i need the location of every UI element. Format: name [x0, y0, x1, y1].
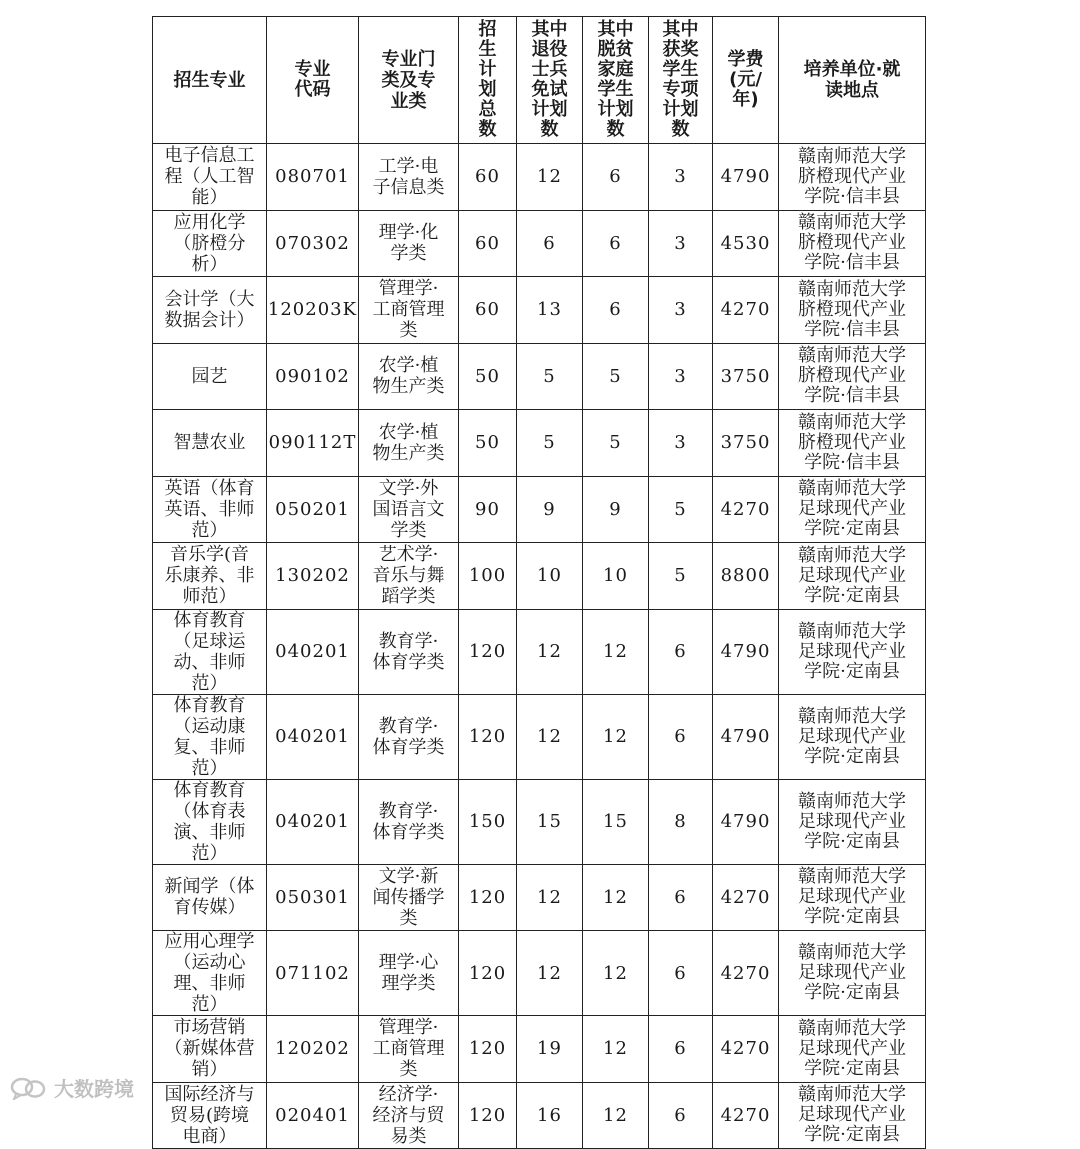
cell-unit — [779, 931, 926, 1016]
cell-code — [267, 410, 359, 477]
cell-unit — [779, 1016, 926, 1083]
fee-text: 4790 — [720, 726, 771, 747]
table-row — [153, 277, 926, 344]
code-text: 120202 — [275, 1038, 350, 1060]
category-text: 农学·植物生产类 — [372, 355, 445, 398]
fee-text: 3750 — [720, 365, 771, 387]
cell-award — [649, 694, 713, 779]
major-text: 体育教育（体育表演、非师范） — [173, 779, 246, 864]
category-text: 教育学·体育学类 — [372, 715, 445, 758]
cell-unit — [779, 476, 926, 543]
cell-award — [649, 277, 713, 344]
cell-code — [267, 476, 359, 543]
cell-fee — [713, 864, 779, 931]
cell-veteran — [517, 144, 583, 211]
total-text: 150 — [468, 811, 507, 832]
cell-major — [153, 343, 267, 410]
award-text: 3 — [674, 299, 687, 321]
fee-text: 4270 — [720, 299, 771, 321]
cell-category — [359, 144, 459, 211]
award-text: 5 — [674, 498, 687, 520]
award-text: 8 — [674, 811, 687, 832]
header-total: 招生计划总数 — [459, 17, 517, 144]
header-veteran: 其中退役士兵免试计划数 — [517, 17, 583, 144]
cell-veteran — [517, 277, 583, 344]
poverty-text: 12 — [603, 1038, 628, 1060]
major-text: 会计学（大数据会计） — [164, 288, 255, 331]
cell-total — [459, 609, 517, 694]
unit-text: 赣南师范大学足球现代产业学院·定南县 — [798, 620, 906, 682]
cell-unit — [779, 609, 926, 694]
poverty-text: 6 — [609, 166, 622, 188]
cell-fee — [713, 343, 779, 410]
poverty-text: 12 — [603, 1104, 628, 1126]
cell-unit — [779, 694, 926, 779]
cell-code — [267, 210, 359, 277]
header-unit: 培养单位·就读地点 — [779, 17, 926, 144]
table-row — [153, 1082, 926, 1149]
major-text: 电子信息工程（人工智能） — [164, 145, 255, 209]
award-text: 6 — [674, 1038, 687, 1060]
cell-total — [459, 779, 517, 864]
cell-award — [649, 779, 713, 864]
total-text: 60 — [475, 299, 500, 321]
cell-award — [649, 210, 713, 277]
cell-category — [359, 543, 459, 610]
header-fee: 学费(元/年) — [713, 17, 779, 144]
poverty-text: 6 — [609, 299, 622, 321]
cell-fee — [713, 144, 779, 211]
cell-code — [267, 277, 359, 344]
fee-text: 4790 — [720, 166, 771, 188]
poverty-text: 5 — [609, 365, 622, 387]
cell-code — [267, 931, 359, 1016]
fee-text: 8800 — [720, 565, 771, 587]
cell-code — [267, 1016, 359, 1083]
cell-major — [153, 277, 267, 344]
cell-code — [267, 1082, 359, 1149]
cell-award — [649, 931, 713, 1016]
code-text: 071102 — [275, 962, 350, 984]
veteran-text: 5 — [543, 432, 556, 454]
cell-category — [359, 609, 459, 694]
header-category: 专业门类及专业类 — [359, 17, 459, 144]
code-text: 120203K — [267, 299, 358, 321]
cell-poverty — [583, 779, 649, 864]
category-text: 工学·电子信息类 — [372, 155, 445, 198]
cell-poverty — [583, 694, 649, 779]
cell-unit — [779, 343, 926, 410]
cell-category — [359, 1016, 459, 1083]
poverty-text: 15 — [603, 811, 628, 832]
cell-award — [649, 144, 713, 211]
poverty-text: 5 — [609, 432, 622, 454]
table-row — [153, 864, 926, 931]
fee-text: 4270 — [720, 1038, 771, 1060]
unit-text: 赣南师范大学足球现代产业学院·定南县 — [798, 478, 906, 540]
category-text: 艺术学·音乐与舞蹈学类 — [372, 544, 445, 608]
cell-veteran — [517, 609, 583, 694]
cell-total — [459, 694, 517, 779]
cell-category — [359, 343, 459, 410]
total-text: 120 — [468, 886, 507, 908]
cell-category — [359, 779, 459, 864]
major-text: 应用化学（脐橙分析） — [173, 211, 246, 275]
cell-major — [153, 694, 267, 779]
cell-major — [153, 144, 267, 211]
unit-text: 赣南师范大学脐橙现代产业学院·信丰县 — [798, 145, 906, 207]
cell-veteran — [517, 1016, 583, 1083]
award-text: 3 — [674, 365, 687, 387]
cell-code — [267, 864, 359, 931]
cell-category — [359, 931, 459, 1016]
table-row — [153, 210, 926, 277]
unit-text: 赣南师范大学脐橙现代产业学院·信丰县 — [798, 411, 906, 473]
cell-unit — [779, 277, 926, 344]
cell-poverty — [583, 1016, 649, 1083]
major-text: 智慧农业 — [173, 432, 246, 454]
fee-text: 4530 — [720, 232, 771, 254]
unit-text: 赣南师范大学足球现代产业学院·定南县 — [798, 544, 906, 606]
cell-unit — [779, 1082, 926, 1149]
fee-text: 4790 — [720, 641, 771, 662]
cell-fee — [713, 931, 779, 1016]
category-text: 教育学·体育学类 — [372, 630, 445, 673]
table-row — [153, 931, 926, 1016]
major-text: 新闻学（体育传媒） — [164, 876, 255, 919]
poverty-text: 12 — [603, 726, 628, 747]
cell-award — [649, 864, 713, 931]
unit-text: 赣南师范大学脐橙现代产业学院·信丰县 — [798, 212, 906, 274]
code-text: 090102 — [275, 365, 350, 387]
cell-major — [153, 864, 267, 931]
cell-veteran — [517, 410, 583, 477]
total-text: 50 — [475, 432, 500, 454]
total-text: 120 — [468, 641, 507, 662]
chat-bubbles-icon — [10, 1076, 48, 1100]
cell-veteran — [517, 210, 583, 277]
award-text: 3 — [674, 432, 687, 454]
veteran-text: 9 — [543, 498, 556, 520]
fee-text: 4270 — [720, 886, 771, 908]
cell-fee — [713, 410, 779, 477]
fee-text: 3750 — [720, 432, 771, 454]
code-text: 130202 — [275, 565, 350, 587]
cell-total — [459, 1016, 517, 1083]
cell-total — [459, 144, 517, 211]
total-text: 60 — [475, 232, 500, 254]
cell-category — [359, 864, 459, 931]
cell-poverty — [583, 864, 649, 931]
major-text: 园艺 — [191, 365, 228, 387]
cell-total — [459, 343, 517, 410]
total-text: 120 — [468, 962, 507, 984]
veteran-text: 10 — [537, 565, 562, 587]
code-text: 070302 — [275, 232, 350, 254]
cell-veteran — [517, 694, 583, 779]
cell-code — [267, 694, 359, 779]
unit-text: 赣南师范大学足球现代产业学院·定南县 — [798, 1017, 906, 1079]
cell-total — [459, 543, 517, 610]
major-text: 国际经济与贸易(跨境电商） — [164, 1083, 255, 1147]
unit-text: 赣南师范大学脐橙现代产业学院·信丰县 — [798, 278, 906, 340]
poverty-text: 9 — [609, 498, 622, 520]
code-text: 020401 — [275, 1104, 350, 1126]
table-row — [153, 476, 926, 543]
table-body — [153, 144, 926, 1149]
cell-award — [649, 410, 713, 477]
total-text: 100 — [468, 565, 507, 587]
category-text: 农学·植物生产类 — [372, 421, 445, 464]
veteran-text: 13 — [537, 299, 562, 321]
table-row — [153, 144, 926, 211]
major-text: 应用心理学（运动心理、非师范） — [164, 931, 255, 1015]
total-text: 90 — [475, 498, 500, 520]
cell-veteran — [517, 931, 583, 1016]
table-row — [153, 779, 926, 864]
table-row — [153, 343, 926, 410]
poverty-text: 12 — [603, 886, 628, 908]
cell-category — [359, 1082, 459, 1149]
cell-poverty — [583, 210, 649, 277]
cell-major — [153, 1082, 267, 1149]
cell-poverty — [583, 476, 649, 543]
watermark-text: 大数跨境 — [54, 1077, 134, 1101]
cell-major — [153, 609, 267, 694]
cell-unit — [779, 210, 926, 277]
cell-poverty — [583, 609, 649, 694]
cell-category — [359, 210, 459, 277]
header-poverty: 其中脱贫家庭学生计划数 — [583, 17, 649, 144]
cell-major — [153, 410, 267, 477]
cell-code — [267, 144, 359, 211]
award-text: 6 — [674, 641, 687, 662]
cell-code — [267, 543, 359, 610]
award-text: 3 — [674, 166, 687, 188]
major-text: 音乐学(音乐康养、非师范） — [164, 544, 255, 608]
cell-major — [153, 476, 267, 543]
code-text: 040201 — [275, 726, 350, 747]
cell-major — [153, 931, 267, 1016]
fee-text: 4270 — [720, 1104, 771, 1126]
category-text: 文学·外国语言文学类 — [372, 477, 445, 541]
cell-poverty — [583, 543, 649, 610]
cell-total — [459, 864, 517, 931]
header-code: 专业代码 — [267, 17, 359, 144]
table-row — [153, 694, 926, 779]
veteran-text: 12 — [537, 641, 562, 662]
poverty-text: 6 — [609, 232, 622, 254]
cell-total — [459, 1082, 517, 1149]
poverty-text: 12 — [603, 962, 628, 984]
category-text: 文学·新闻传播学类 — [372, 865, 445, 929]
code-text: 050301 — [275, 886, 350, 908]
cell-unit — [779, 543, 926, 610]
cell-award — [649, 476, 713, 543]
category-text: 理学·心理学类 — [378, 952, 439, 994]
total-text: 120 — [468, 1104, 507, 1126]
cell-veteran — [517, 864, 583, 931]
veteran-text: 5 — [543, 365, 556, 387]
fee-text: 4270 — [720, 498, 771, 520]
award-text: 3 — [674, 232, 687, 254]
cell-code — [267, 779, 359, 864]
unit-text: 赣南师范大学脐橙现代产业学院·信丰县 — [798, 345, 906, 407]
cell-veteran — [517, 543, 583, 610]
cell-poverty — [583, 410, 649, 477]
cell-fee — [713, 609, 779, 694]
cell-award — [649, 1082, 713, 1149]
veteran-text: 15 — [537, 811, 562, 832]
cell-veteran — [517, 1082, 583, 1149]
fee-text: 4270 — [720, 962, 771, 984]
table-row — [153, 1016, 926, 1083]
major-text: 市场营销（新媒体营销） — [164, 1017, 255, 1081]
major-text: 体育教育（足球运动、非师范） — [173, 609, 246, 694]
total-text: 50 — [475, 365, 500, 387]
cell-award — [649, 609, 713, 694]
cell-fee — [713, 277, 779, 344]
cell-major — [153, 779, 267, 864]
major-text: 英语（体育英语、非师范） — [164, 477, 255, 541]
cell-poverty — [583, 931, 649, 1016]
table-row — [153, 609, 926, 694]
category-text: 管理学·工商管理类 — [372, 278, 445, 342]
veteran-text: 12 — [537, 886, 562, 908]
cell-unit — [779, 779, 926, 864]
cell-major — [153, 543, 267, 610]
cell-category — [359, 476, 459, 543]
fee-text: 4790 — [720, 811, 771, 832]
award-text: 6 — [674, 886, 687, 908]
award-text: 6 — [674, 962, 687, 984]
code-text: 040201 — [275, 641, 350, 662]
cell-total — [459, 931, 517, 1016]
cell-veteran — [517, 476, 583, 543]
header-award: 其中获奖学生专项计划数 — [649, 17, 713, 144]
code-text: 050201 — [275, 498, 350, 520]
cell-code — [267, 609, 359, 694]
cell-fee — [713, 779, 779, 864]
cell-award — [649, 1016, 713, 1083]
cell-category — [359, 694, 459, 779]
cell-fee — [713, 543, 779, 610]
veteran-text: 16 — [537, 1104, 562, 1126]
cell-total — [459, 210, 517, 277]
award-text: 5 — [674, 565, 687, 587]
cell-award — [649, 543, 713, 610]
unit-text: 赣南师范大学足球现代产业学院·定南县 — [798, 1084, 906, 1146]
unit-text: 赣南师范大学足球现代产业学院·定南县 — [798, 942, 906, 1003]
table-header — [153, 17, 926, 144]
veteran-text: 12 — [537, 962, 562, 984]
cell-fee — [713, 694, 779, 779]
table-row — [153, 543, 926, 610]
enrollment-plan-table — [152, 16, 926, 1149]
cell-veteran — [517, 779, 583, 864]
category-text: 理学·化学类 — [378, 222, 439, 265]
cell-award — [649, 343, 713, 410]
total-text: 120 — [468, 1038, 507, 1060]
poverty-text: 10 — [603, 565, 628, 587]
veteran-text: 12 — [537, 726, 562, 747]
unit-text: 赣南师范大学足球现代产业学院·定南县 — [798, 790, 906, 852]
award-text: 6 — [674, 726, 687, 747]
cell-code — [267, 343, 359, 410]
cell-veteran — [517, 343, 583, 410]
total-text: 120 — [468, 726, 507, 747]
cell-total — [459, 476, 517, 543]
unit-text: 赣南师范大学足球现代产业学院·定南县 — [798, 705, 906, 767]
cell-poverty — [583, 1082, 649, 1149]
cell-poverty — [583, 277, 649, 344]
cell-category — [359, 277, 459, 344]
cell-total — [459, 410, 517, 477]
veteran-text: 19 — [537, 1038, 562, 1060]
total-text: 60 — [475, 166, 500, 188]
cell-fee — [713, 476, 779, 543]
category-text: 管理学·工商管理类 — [372, 1017, 445, 1081]
cell-major — [153, 1016, 267, 1083]
cell-poverty — [583, 343, 649, 410]
cell-fee — [713, 210, 779, 277]
major-text: 体育教育（运动康复、非师范） — [173, 694, 246, 779]
code-text: 090112T — [268, 432, 357, 454]
watermark — [10, 1073, 134, 1102]
header-major: 招生专业 — [153, 17, 267, 144]
cell-fee — [713, 1082, 779, 1149]
table-row — [153, 410, 926, 477]
cell-unit — [779, 410, 926, 477]
category-text: 教育学·体育学类 — [372, 800, 445, 843]
poverty-text: 12 — [603, 641, 628, 662]
veteran-text: 6 — [543, 232, 556, 254]
category-text: 经济学·经济与贸易类 — [372, 1083, 445, 1147]
cell-fee — [713, 1016, 779, 1083]
cell-poverty — [583, 144, 649, 211]
unit-text: 赣南师范大学足球现代产业学院·定南县 — [798, 866, 906, 928]
cell-major — [153, 210, 267, 277]
award-text: 6 — [674, 1104, 687, 1126]
veteran-text: 12 — [537, 166, 562, 188]
cell-unit — [779, 144, 926, 211]
cell-total — [459, 277, 517, 344]
cell-category — [359, 410, 459, 477]
cell-unit — [779, 864, 926, 931]
code-text: 040201 — [275, 811, 350, 832]
code-text: 080701 — [275, 166, 350, 188]
